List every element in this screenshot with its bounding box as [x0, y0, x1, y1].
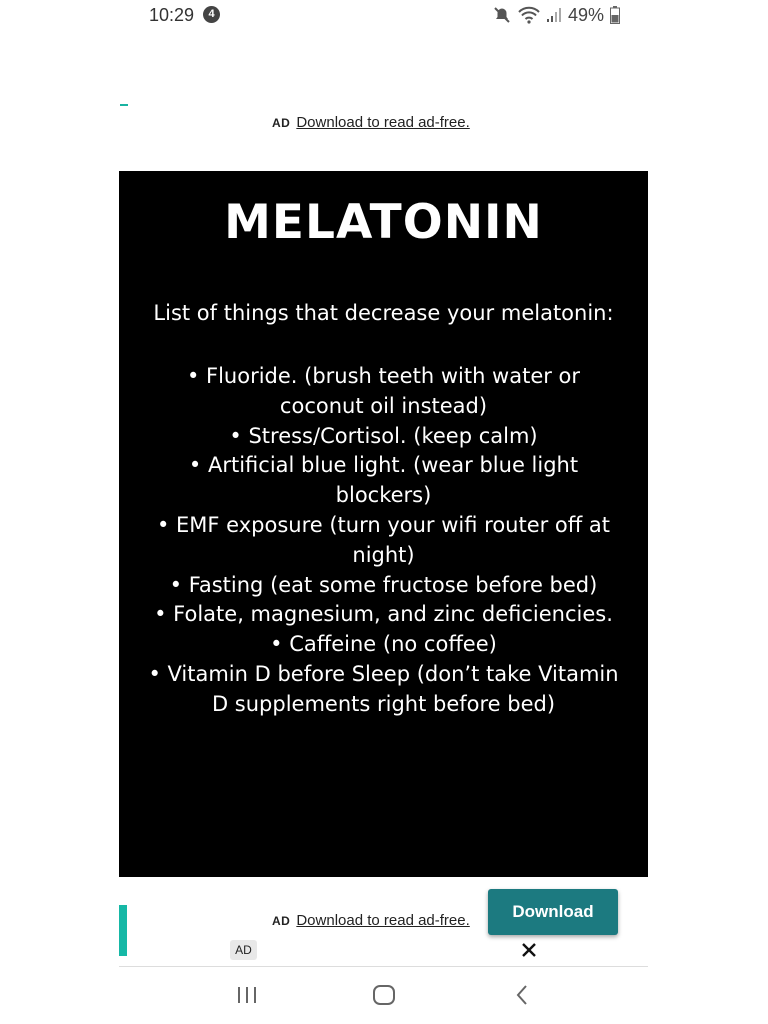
ad-label: AD — [272, 914, 291, 928]
battery-icon — [610, 6, 620, 24]
document-title: MELATONIN — [224, 195, 543, 250]
list-item: • Artificial blue light. (wear blue light blockers) — [188, 453, 579, 508]
notification-count-badge: 4 — [203, 6, 220, 23]
navigation-bar — [0, 970, 768, 1024]
divider — [119, 966, 648, 967]
status-time: 10:29 — [149, 5, 195, 25]
download-ad-free-link[interactable]: Download to read ad-free. — [296, 114, 470, 131]
list-item: • Fasting (eat some fructose before bed) — [169, 572, 598, 597]
back-icon[interactable] — [502, 980, 542, 1010]
ad-label: AD — [272, 116, 291, 130]
ad-badge: AD — [230, 940, 257, 960]
document-list — [143, 362, 624, 720]
list-item: • Fluoride. (brush teeth with water or coconut oil instead) — [186, 364, 581, 418]
top-ad-banner — [272, 114, 470, 131]
close-icon[interactable] — [520, 941, 538, 959]
list-item: • Folate, magnesium, and zinc deficiencies. — [154, 602, 613, 627]
document-intro: List of things that decrease your melatonin: — [153, 301, 614, 325]
list-item: • Caffeine (no coffee) — [270, 632, 497, 657]
download-ad-free-link[interactable]: Download to read ad-free. — [296, 912, 470, 929]
bottom-ad-banner — [272, 912, 488, 929]
mute-icon — [492, 6, 512, 24]
download-button[interactable]: Download — [488, 889, 618, 935]
document-page — [119, 171, 648, 877]
battery-percent: 49% — [568, 4, 605, 25]
status-icons — [492, 5, 620, 25]
wifi-icon — [518, 6, 540, 24]
signal-icon — [546, 7, 562, 23]
home-icon[interactable] — [364, 980, 404, 1010]
list-item: • EMF exposure (turn your wifi router off at night) — [156, 512, 611, 567]
recent-apps-icon[interactable] — [227, 980, 267, 1010]
bottom-ad-accent-bar — [119, 905, 127, 956]
ad-accent-mark — [120, 104, 128, 106]
status-bar — [0, 0, 768, 32]
list-item: • Vitamin D before Sleep (don’t take Vitamin D supplements right before bed) — [148, 661, 619, 716]
list-item: • Stress/Cortisol. (keep calm) — [229, 423, 538, 448]
